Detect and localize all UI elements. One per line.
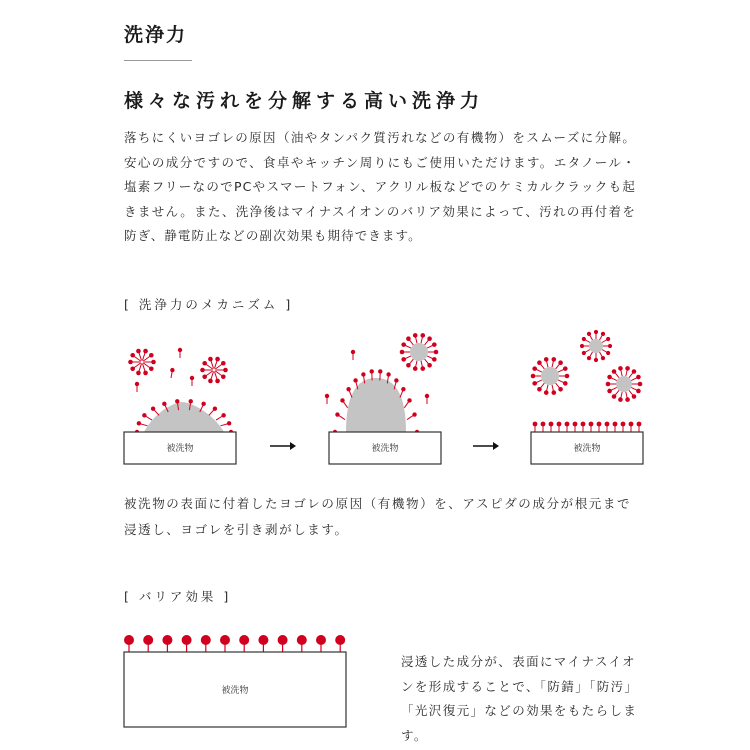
surfactant-head <box>143 371 148 376</box>
surfactant-head <box>432 342 437 347</box>
surfactant-head <box>151 406 155 410</box>
surfactant-head <box>557 422 562 427</box>
negative-ion-head <box>316 635 326 645</box>
surfactant-head <box>607 375 612 380</box>
surfactant-head <box>606 351 610 355</box>
surfactant-head <box>215 379 220 384</box>
surfactant-head <box>401 387 405 391</box>
surfactant-head <box>137 421 141 425</box>
surfactant-head <box>346 387 350 391</box>
surfactant-head <box>213 406 217 410</box>
surfactant-head <box>594 358 598 362</box>
surfactant-head <box>638 382 643 387</box>
intro-paragraph: 落ちにくいヨゴレの原因（油やタンパク質汚れなどの有機物）をスムーズに分解。安心の成分ですので、食卓やキッチン周りにもご使用いただけます。エタノール・塩素フリーなのでPCやスマートフォン、アクリル板などでのケミカルクラックも起きません。また、洗浄後はマイナスイオンのバリア効果によって、汚れの再付着を防ぎ、静電防止などの副次効果も期待できます。 <box>124 130 636 243</box>
surfactant-head <box>420 366 425 371</box>
surfactant-head <box>151 360 156 365</box>
surfactant-head <box>227 421 231 425</box>
dirt-particle <box>589 339 603 353</box>
barrier-diagram <box>124 635 346 727</box>
surfactant-head <box>541 422 546 427</box>
surfactant-head <box>606 382 611 387</box>
surfactant-head <box>413 333 418 338</box>
mechanism-heading: [ 洗浄力のメカニズム ] <box>124 297 294 312</box>
stage-1 <box>124 348 236 464</box>
surfactant-head <box>601 332 605 336</box>
surfactant-head <box>394 378 398 382</box>
surfactant-head <box>636 389 641 394</box>
surfactant-head <box>533 422 538 427</box>
surfactant-head <box>625 366 630 371</box>
headline: 様々な汚れを分解する高い洗浄力 <box>124 90 485 112</box>
surfactant-head <box>136 371 141 376</box>
barrier-pins <box>124 635 345 652</box>
surfactant-head <box>149 366 154 371</box>
dirt-particle <box>541 367 559 385</box>
negative-ion-head <box>278 635 288 645</box>
substrate-label: 被洗物 <box>166 444 194 454</box>
surfactant-head <box>537 360 542 365</box>
surfactant-head <box>208 357 213 362</box>
surfactant-head <box>200 368 205 373</box>
surfactant-head <box>544 390 549 395</box>
mechanism-caption: 被洗物の表面に付着したヨゴレの原因（有機物）を、アスピダの成分が根元まで浸透し、ヨゴレを引き剥がします。 <box>124 496 632 537</box>
surfactant-head <box>190 376 194 380</box>
surfactant-head <box>581 422 586 427</box>
section-title: 洗浄力 <box>124 24 188 46</box>
surfactant-head <box>406 363 411 368</box>
negative-ion-head <box>162 635 172 645</box>
surfactant-head <box>135 382 139 386</box>
negative-ion-head <box>143 635 153 645</box>
surfactant-head <box>130 353 135 358</box>
surfactant-head <box>202 374 207 379</box>
negative-ion-head <box>335 635 345 645</box>
surfactant-head <box>589 422 594 427</box>
negative-ion-head <box>124 635 134 645</box>
substrate-label: 被洗物 <box>371 444 399 454</box>
surfactant-head <box>406 336 411 341</box>
surfactant-head <box>587 332 591 336</box>
surfactant-head <box>612 394 617 399</box>
surfactant-head <box>607 389 612 394</box>
surfactant-head <box>340 398 344 402</box>
surfactant-head <box>605 422 610 427</box>
surfactant-head <box>425 394 429 398</box>
surfactant-head <box>606 337 610 341</box>
surfactant-head <box>427 363 432 368</box>
surfactant-head <box>537 387 542 392</box>
negative-ion-head <box>258 635 268 645</box>
substrate-label: 被洗物 <box>221 686 249 696</box>
surfactant-head <box>386 372 390 376</box>
surfactant-head <box>221 374 226 379</box>
surfactant-head <box>621 422 626 427</box>
surfactant-head <box>601 356 605 360</box>
surfactant-head <box>636 375 641 380</box>
barrier-heading: [ バリア効果 ] <box>124 589 232 604</box>
surfactant-head <box>565 374 570 379</box>
surfactant-head <box>178 348 182 352</box>
surfactant-head <box>335 412 339 416</box>
surfactant-head <box>629 422 634 427</box>
surfactant-head <box>401 357 406 362</box>
surfactant-head <box>434 350 439 355</box>
surfactant-head <box>551 390 556 395</box>
surfactant-head <box>563 381 568 386</box>
surfactant-head <box>613 422 618 427</box>
surfactant-head <box>532 366 537 371</box>
dirt-mound <box>144 402 224 432</box>
surfactant-head <box>558 360 563 365</box>
surfactant-head <box>208 379 213 384</box>
surfactant-head <box>597 422 602 427</box>
dirt-particle <box>410 343 428 361</box>
surfactant-head <box>632 369 637 374</box>
surfactant-head <box>143 349 148 354</box>
surfactant-head <box>582 351 586 355</box>
surfactant-head <box>361 372 365 376</box>
surfactant-head <box>551 357 556 362</box>
surfactant-head <box>130 366 135 371</box>
surfactant-head <box>573 422 578 427</box>
stage3-molecules <box>531 330 643 432</box>
surfactant-head <box>202 361 207 366</box>
surfactant-head <box>563 366 568 371</box>
surfactant-head <box>149 353 154 358</box>
surfactant-head <box>201 402 205 406</box>
surfactant-head <box>618 397 623 402</box>
surfactant-head <box>625 397 630 402</box>
surfactant-head <box>189 399 193 403</box>
surfactant-head <box>420 333 425 338</box>
surfactant-head <box>531 374 536 379</box>
negative-ion-head <box>297 635 307 645</box>
surfactant-head <box>175 399 179 403</box>
surfactant-head <box>565 422 570 427</box>
negative-ion-head <box>201 635 211 645</box>
substrate-label: 被洗物 <box>573 444 601 454</box>
surfactant-head <box>400 350 405 355</box>
surfactant-head <box>432 357 437 362</box>
arrow-icon <box>270 442 296 450</box>
surfactant-head <box>223 368 228 373</box>
surfactant-head <box>370 369 374 373</box>
surfactant-head <box>632 394 637 399</box>
stage-3 <box>531 330 643 464</box>
surfactant-head <box>612 369 617 374</box>
surfactant-head <box>221 413 225 417</box>
surfactant-head <box>544 357 549 362</box>
surfactant-head <box>136 349 141 354</box>
surfactant-head <box>170 368 174 372</box>
surfactant-head <box>407 398 411 402</box>
negative-ion-head <box>239 635 249 645</box>
surfactant-head <box>215 357 220 362</box>
surfactant-head <box>142 413 146 417</box>
surfactant-head <box>594 330 598 334</box>
surfactant-head <box>128 360 133 365</box>
surfactant-head <box>401 342 406 347</box>
stage-2 <box>325 333 441 464</box>
surfactant-head <box>532 381 537 386</box>
surfactant-head <box>549 422 554 427</box>
negative-ion-head <box>220 635 230 645</box>
surfactant-head <box>587 356 591 360</box>
surfactant-head <box>427 336 432 341</box>
surfactant-head <box>558 387 563 392</box>
surfactant-head <box>221 361 226 366</box>
surfactant-head <box>580 344 584 348</box>
surfactant-head <box>618 366 623 371</box>
surfactant-head <box>413 366 418 371</box>
surfactant-head <box>412 412 416 416</box>
barrier-description: 浸透した成分が、表面にマイナスイオンを形成することで、「防錆」「防汚」「光沢復元」などの効果をもたらします。 <box>401 654 639 743</box>
surfactant-head <box>162 402 166 406</box>
surfactant-head <box>353 378 357 382</box>
negative-ion-head <box>182 635 192 645</box>
surfactant-head <box>378 369 382 373</box>
dirt-particle <box>616 376 632 392</box>
dirt-lifted <box>346 378 406 432</box>
surfactant-head <box>325 394 329 398</box>
surfactant-head <box>637 422 642 427</box>
surfactant-head <box>582 337 586 341</box>
arrow-icon <box>473 442 499 450</box>
surfactant-head <box>351 350 355 354</box>
surfactant-head <box>608 344 612 348</box>
